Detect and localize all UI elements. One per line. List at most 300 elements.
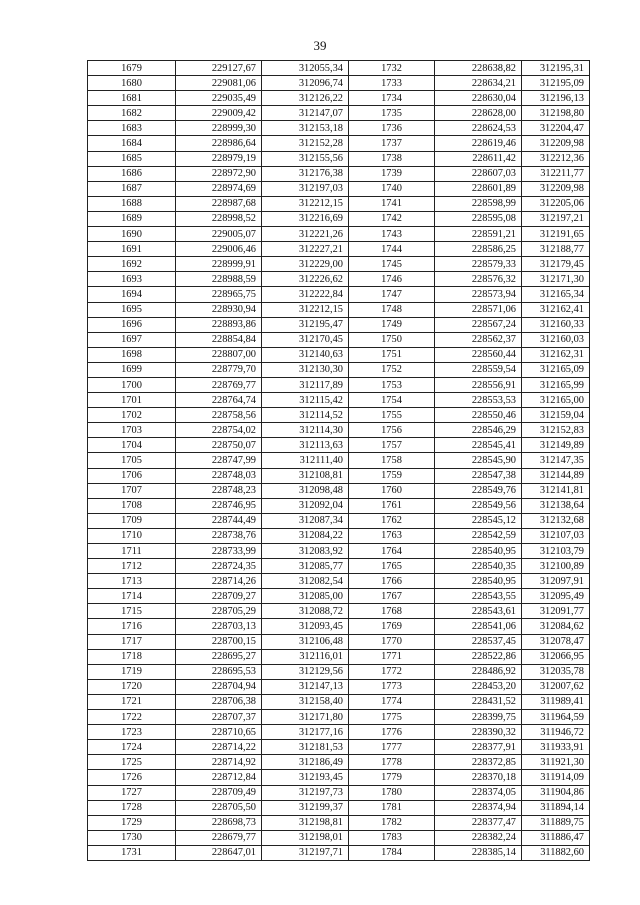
x-coordinate-cell: 228979,19 <box>176 151 262 166</box>
y-coordinate-cell: 312222,84 <box>262 287 349 302</box>
x-coordinate-cell: 228370,18 <box>435 770 522 785</box>
x-coordinate-cell: 228707,37 <box>176 710 262 725</box>
point-number-cell: 1743 <box>349 227 435 242</box>
point-number-cell: 1682 <box>88 106 176 121</box>
x-coordinate-cell: 228374,05 <box>435 785 522 800</box>
x-coordinate-cell: 228540,35 <box>435 559 522 574</box>
point-number-cell: 1685 <box>88 151 176 166</box>
x-coordinate-cell: 228374,94 <box>435 800 522 815</box>
point-number-cell: 1731 <box>88 845 176 860</box>
point-number-cell: 1780 <box>349 785 435 800</box>
x-coordinate-cell: 228540,95 <box>435 574 522 589</box>
y-coordinate-cell: 312155,56 <box>262 151 349 166</box>
y-coordinate-cell: 312227,21 <box>262 242 349 257</box>
x-coordinate-cell: 228893,86 <box>176 317 262 332</box>
y-coordinate-cell: 312088,72 <box>262 604 349 619</box>
table-row <box>88 755 590 770</box>
x-coordinate-cell: 228486,92 <box>435 664 522 679</box>
y-coordinate-cell: 312097,91 <box>522 574 590 589</box>
point-number-cell: 1719 <box>88 664 176 679</box>
point-number-cell: 1700 <box>88 377 176 392</box>
x-coordinate-cell: 228999,91 <box>176 257 262 272</box>
y-coordinate-cell: 312196,13 <box>522 91 590 106</box>
y-coordinate-cell: 312216,69 <box>262 211 349 226</box>
y-coordinate-cell: 312171,30 <box>522 272 590 287</box>
table-row <box>88 408 590 423</box>
point-number-cell: 1739 <box>349 166 435 181</box>
point-number-cell: 1702 <box>88 408 176 423</box>
y-coordinate-cell: 312171,80 <box>262 710 349 725</box>
y-coordinate-cell: 312095,49 <box>522 589 590 604</box>
point-number-cell: 1724 <box>88 740 176 755</box>
table-row <box>88 483 590 498</box>
y-coordinate-cell: 312100,89 <box>522 559 590 574</box>
y-coordinate-cell: 312103,79 <box>522 544 590 559</box>
x-coordinate-cell: 228705,29 <box>176 604 262 619</box>
x-coordinate-cell: 228703,13 <box>176 619 262 634</box>
x-coordinate-cell: 228553,53 <box>435 393 522 408</box>
y-coordinate-cell: 312085,00 <box>262 589 349 604</box>
point-number-cell: 1732 <box>349 61 435 76</box>
point-number-cell: 1763 <box>349 528 435 543</box>
point-number-cell: 1766 <box>349 574 435 589</box>
x-coordinate-cell: 228541,06 <box>435 619 522 634</box>
y-coordinate-cell: 312209,98 <box>522 181 590 196</box>
point-number-cell: 1762 <box>349 513 435 528</box>
point-number-cell: 1716 <box>88 619 176 634</box>
table-row <box>88 272 590 287</box>
y-coordinate-cell: 312229,00 <box>262 257 349 272</box>
x-coordinate-cell: 228733,99 <box>176 544 262 559</box>
y-coordinate-cell: 312198,01 <box>262 830 349 845</box>
y-coordinate-cell: 312141,81 <box>522 483 590 498</box>
y-coordinate-cell: 312165,99 <box>522 377 590 392</box>
table-row <box>88 61 590 76</box>
x-coordinate-cell: 228706,38 <box>176 694 262 709</box>
table-row <box>88 604 590 619</box>
y-coordinate-cell: 312226,62 <box>262 272 349 287</box>
y-coordinate-cell: 312212,15 <box>262 196 349 211</box>
x-coordinate-cell: 228399,75 <box>435 710 522 725</box>
x-coordinate-cell: 228748,23 <box>176 483 262 498</box>
x-coordinate-cell: 228630,04 <box>435 91 522 106</box>
y-coordinate-cell: 312091,77 <box>522 604 590 619</box>
y-coordinate-cell: 312195,09 <box>522 76 590 91</box>
table-row <box>88 377 590 392</box>
x-coordinate-cell: 228998,52 <box>176 211 262 226</box>
y-coordinate-cell: 312212,15 <box>262 302 349 317</box>
x-coordinate-cell: 228988,59 <box>176 272 262 287</box>
x-coordinate-cell: 228546,29 <box>435 423 522 438</box>
x-coordinate-cell: 228601,89 <box>435 181 522 196</box>
point-number-cell: 1687 <box>88 181 176 196</box>
point-number-cell: 1745 <box>349 257 435 272</box>
x-coordinate-cell: 228591,21 <box>435 227 522 242</box>
point-number-cell: 1728 <box>88 800 176 815</box>
x-coordinate-cell: 228576,32 <box>435 272 522 287</box>
point-number-cell: 1703 <box>88 423 176 438</box>
table-row <box>88 211 590 226</box>
x-coordinate-cell: 228744,49 <box>176 513 262 528</box>
point-number-cell: 1737 <box>349 136 435 151</box>
y-coordinate-cell: 312107,03 <box>522 528 590 543</box>
x-coordinate-cell: 228598,99 <box>435 196 522 211</box>
x-coordinate-cell: 228709,27 <box>176 589 262 604</box>
y-coordinate-cell: 312195,31 <box>522 61 590 76</box>
point-number-cell: 1749 <box>349 317 435 332</box>
x-coordinate-cell: 228700,15 <box>176 634 262 649</box>
table-row <box>88 634 590 649</box>
point-number-cell: 1680 <box>88 76 176 91</box>
point-number-cell: 1772 <box>349 664 435 679</box>
x-coordinate-cell: 228714,26 <box>176 574 262 589</box>
x-coordinate-cell: 228382,24 <box>435 830 522 845</box>
point-number-cell: 1691 <box>88 242 176 257</box>
y-coordinate-cell: 312035,78 <box>522 664 590 679</box>
y-coordinate-cell: 311914,09 <box>522 770 590 785</box>
point-number-cell: 1761 <box>349 498 435 513</box>
y-coordinate-cell: 312082,54 <box>262 574 349 589</box>
y-coordinate-cell: 312199,37 <box>262 800 349 815</box>
x-coordinate-cell: 228698,73 <box>176 815 262 830</box>
y-coordinate-cell: 312158,40 <box>262 694 349 709</box>
table-row <box>88 528 590 543</box>
table-row <box>88 770 590 785</box>
x-coordinate-cell: 228748,03 <box>176 468 262 483</box>
x-coordinate-cell: 228390,32 <box>435 725 522 740</box>
point-number-cell: 1777 <box>349 740 435 755</box>
y-coordinate-cell: 312198,80 <box>522 106 590 121</box>
y-coordinate-cell: 312114,52 <box>262 408 349 423</box>
point-number-cell: 1779 <box>349 770 435 785</box>
x-coordinate-cell: 228704,94 <box>176 679 262 694</box>
y-coordinate-cell: 312170,45 <box>262 332 349 347</box>
table-row <box>88 589 590 604</box>
point-number-cell: 1714 <box>88 589 176 604</box>
x-coordinate-cell: 228758,56 <box>176 408 262 423</box>
y-coordinate-cell: 312108,81 <box>262 468 349 483</box>
point-number-cell: 1720 <box>88 679 176 694</box>
point-number-cell: 1723 <box>88 725 176 740</box>
table-row <box>88 498 590 513</box>
point-number-cell: 1679 <box>88 61 176 76</box>
table-row <box>88 544 590 559</box>
point-number-cell: 1715 <box>88 604 176 619</box>
point-number-cell: 1695 <box>88 302 176 317</box>
y-coordinate-cell: 312113,63 <box>262 438 349 453</box>
point-number-cell: 1778 <box>349 755 435 770</box>
x-coordinate-cell: 228372,85 <box>435 755 522 770</box>
y-coordinate-cell: 312111,40 <box>262 453 349 468</box>
point-number-cell: 1756 <box>349 423 435 438</box>
coordinates-table <box>87 60 590 861</box>
y-coordinate-cell: 312152,83 <box>522 423 590 438</box>
x-coordinate-cell: 228537,45 <box>435 634 522 649</box>
x-coordinate-cell: 228709,49 <box>176 785 262 800</box>
x-coordinate-cell: 228556,91 <box>435 377 522 392</box>
y-coordinate-cell: 312162,31 <box>522 347 590 362</box>
point-number-cell: 1774 <box>349 694 435 709</box>
x-coordinate-cell: 228999,30 <box>176 121 262 136</box>
x-coordinate-cell: 229009,42 <box>176 106 262 121</box>
y-coordinate-cell: 312212,36 <box>522 151 590 166</box>
point-number-cell: 1699 <box>88 362 176 377</box>
x-coordinate-cell: 228385,14 <box>435 845 522 860</box>
y-coordinate-cell: 312078,47 <box>522 634 590 649</box>
y-coordinate-cell: 312129,56 <box>262 664 349 679</box>
y-coordinate-cell: 312152,28 <box>262 136 349 151</box>
y-coordinate-cell: 312160,03 <box>522 332 590 347</box>
y-coordinate-cell: 312165,34 <box>522 287 590 302</box>
point-number-cell: 1709 <box>88 513 176 528</box>
point-number-cell: 1710 <box>88 528 176 543</box>
x-coordinate-cell: 228747,99 <box>176 453 262 468</box>
x-coordinate-cell: 228714,92 <box>176 755 262 770</box>
x-coordinate-cell: 228579,33 <box>435 257 522 272</box>
y-coordinate-cell: 311921,30 <box>522 755 590 770</box>
point-number-cell: 1753 <box>349 377 435 392</box>
y-coordinate-cell: 312197,03 <box>262 181 349 196</box>
y-coordinate-cell: 312197,73 <box>262 785 349 800</box>
table-row <box>88 453 590 468</box>
point-number-cell: 1741 <box>349 196 435 211</box>
y-coordinate-cell: 312007,62 <box>522 679 590 694</box>
table-row <box>88 438 590 453</box>
x-coordinate-cell: 228807,00 <box>176 347 262 362</box>
point-number-cell: 1683 <box>88 121 176 136</box>
table-row <box>88 287 590 302</box>
y-coordinate-cell: 312147,35 <box>522 453 590 468</box>
x-coordinate-cell: 228545,41 <box>435 438 522 453</box>
table-row <box>88 559 590 574</box>
y-coordinate-cell: 312083,92 <box>262 544 349 559</box>
table-row <box>88 725 590 740</box>
point-number-cell: 1733 <box>349 76 435 91</box>
y-coordinate-cell: 312085,77 <box>262 559 349 574</box>
y-coordinate-cell: 312066,95 <box>522 649 590 664</box>
y-coordinate-cell: 312186,49 <box>262 755 349 770</box>
point-number-cell: 1750 <box>349 332 435 347</box>
point-number-cell: 1746 <box>349 272 435 287</box>
point-number-cell: 1712 <box>88 559 176 574</box>
x-coordinate-cell: 228634,21 <box>435 76 522 91</box>
y-coordinate-cell: 311889,75 <box>522 815 590 830</box>
y-coordinate-cell: 312179,45 <box>522 257 590 272</box>
point-number-cell: 1721 <box>88 694 176 709</box>
point-number-cell: 1775 <box>349 710 435 725</box>
point-number-cell: 1768 <box>349 604 435 619</box>
point-number-cell: 1781 <box>349 800 435 815</box>
y-coordinate-cell: 312165,00 <box>522 393 590 408</box>
table-row <box>88 845 590 860</box>
x-coordinate-cell: 228779,70 <box>176 362 262 377</box>
x-coordinate-cell: 229005,07 <box>176 227 262 242</box>
y-coordinate-cell: 312204,47 <box>522 121 590 136</box>
x-coordinate-cell: 228562,37 <box>435 332 522 347</box>
point-number-cell: 1681 <box>88 91 176 106</box>
point-number-cell: 1740 <box>349 181 435 196</box>
x-coordinate-cell: 228550,46 <box>435 408 522 423</box>
x-coordinate-cell: 228377,91 <box>435 740 522 755</box>
table-row <box>88 136 590 151</box>
point-number-cell: 1757 <box>349 438 435 453</box>
y-coordinate-cell: 312138,64 <box>522 498 590 513</box>
x-coordinate-cell: 228624,53 <box>435 121 522 136</box>
point-number-cell: 1776 <box>349 725 435 740</box>
x-coordinate-cell: 228595,08 <box>435 211 522 226</box>
x-coordinate-cell: 228712,84 <box>176 770 262 785</box>
point-number-cell: 1752 <box>349 362 435 377</box>
point-number-cell: 1711 <box>88 544 176 559</box>
x-coordinate-cell: 228619,46 <box>435 136 522 151</box>
x-coordinate-cell: 228607,03 <box>435 166 522 181</box>
point-number-cell: 1754 <box>349 393 435 408</box>
x-coordinate-cell: 228560,44 <box>435 347 522 362</box>
point-number-cell: 1755 <box>349 408 435 423</box>
point-number-cell: 1769 <box>349 619 435 634</box>
y-coordinate-cell: 312087,34 <box>262 513 349 528</box>
y-coordinate-cell: 312098,48 <box>262 483 349 498</box>
point-number-cell: 1735 <box>349 106 435 121</box>
table-row <box>88 196 590 211</box>
table-row <box>88 423 590 438</box>
table-row <box>88 785 590 800</box>
table-row <box>88 181 590 196</box>
point-number-cell: 1696 <box>88 317 176 332</box>
x-coordinate-cell: 228431,52 <box>435 694 522 709</box>
y-coordinate-cell: 312149,89 <box>522 438 590 453</box>
point-number-cell: 1693 <box>88 272 176 287</box>
x-coordinate-cell: 228750,07 <box>176 438 262 453</box>
point-number-cell: 1718 <box>88 649 176 664</box>
point-number-cell: 1734 <box>349 91 435 106</box>
y-coordinate-cell: 312195,47 <box>262 317 349 332</box>
point-number-cell: 1688 <box>88 196 176 211</box>
point-number-cell: 1708 <box>88 498 176 513</box>
table-row <box>88 710 590 725</box>
x-coordinate-cell: 228987,68 <box>176 196 262 211</box>
x-coordinate-cell: 229081,06 <box>176 76 262 91</box>
y-coordinate-cell: 312191,65 <box>522 227 590 242</box>
table-row <box>88 815 590 830</box>
point-number-cell: 1744 <box>349 242 435 257</box>
point-number-cell: 1782 <box>349 815 435 830</box>
point-number-cell: 1705 <box>88 453 176 468</box>
table-row <box>88 664 590 679</box>
table-row <box>88 362 590 377</box>
x-coordinate-cell: 228542,59 <box>435 528 522 543</box>
table-row <box>88 76 590 91</box>
table-row <box>88 574 590 589</box>
y-coordinate-cell: 312162,41 <box>522 302 590 317</box>
point-number-cell: 1760 <box>349 483 435 498</box>
y-coordinate-cell: 312084,22 <box>262 528 349 543</box>
y-coordinate-cell: 312092,04 <box>262 498 349 513</box>
x-coordinate-cell: 228764,74 <box>176 393 262 408</box>
y-coordinate-cell: 312055,34 <box>262 61 349 76</box>
y-coordinate-cell: 312147,07 <box>262 106 349 121</box>
point-number-cell: 1730 <box>88 830 176 845</box>
y-coordinate-cell: 312140,63 <box>262 347 349 362</box>
x-coordinate-cell: 228628,00 <box>435 106 522 121</box>
x-coordinate-cell: 228769,77 <box>176 377 262 392</box>
y-coordinate-cell: 312159,04 <box>522 408 590 423</box>
table-row <box>88 317 590 332</box>
x-coordinate-cell: 228567,24 <box>435 317 522 332</box>
x-coordinate-cell: 228738,76 <box>176 528 262 543</box>
y-coordinate-cell: 312106,48 <box>262 634 349 649</box>
y-coordinate-cell: 311886,47 <box>522 830 590 845</box>
y-coordinate-cell: 312221,26 <box>262 227 349 242</box>
point-number-cell: 1784 <box>349 845 435 860</box>
x-coordinate-cell: 228714,22 <box>176 740 262 755</box>
table-row <box>88 347 590 362</box>
x-coordinate-cell: 228522,86 <box>435 649 522 664</box>
point-number-cell: 1736 <box>349 121 435 136</box>
x-coordinate-cell: 228547,38 <box>435 468 522 483</box>
point-number-cell: 1758 <box>349 453 435 468</box>
y-coordinate-cell: 311989,41 <box>522 694 590 709</box>
point-number-cell: 1765 <box>349 559 435 574</box>
table-row <box>88 227 590 242</box>
x-coordinate-cell: 228377,47 <box>435 815 522 830</box>
point-number-cell: 1767 <box>349 589 435 604</box>
point-number-cell: 1742 <box>349 211 435 226</box>
y-coordinate-cell: 312144,89 <box>522 468 590 483</box>
y-coordinate-cell: 312188,77 <box>522 242 590 257</box>
y-coordinate-cell: 312117,89 <box>262 377 349 392</box>
point-number-cell: 1697 <box>88 332 176 347</box>
x-coordinate-cell: 228559,54 <box>435 362 522 377</box>
point-number-cell: 1748 <box>349 302 435 317</box>
point-number-cell: 1701 <box>88 393 176 408</box>
table-row <box>88 468 590 483</box>
table-row <box>88 393 590 408</box>
point-number-cell: 1747 <box>349 287 435 302</box>
y-coordinate-cell: 312114,30 <box>262 423 349 438</box>
x-coordinate-cell: 228573,94 <box>435 287 522 302</box>
x-coordinate-cell: 228549,56 <box>435 498 522 513</box>
point-number-cell: 1729 <box>88 815 176 830</box>
x-coordinate-cell: 228754,02 <box>176 423 262 438</box>
x-coordinate-cell: 228930,94 <box>176 302 262 317</box>
point-number-cell: 1771 <box>349 649 435 664</box>
y-coordinate-cell: 312132,68 <box>522 513 590 528</box>
x-coordinate-cell: 228854,84 <box>176 332 262 347</box>
x-coordinate-cell: 229035,49 <box>176 91 262 106</box>
point-number-cell: 1713 <box>88 574 176 589</box>
x-coordinate-cell: 228965,75 <box>176 287 262 302</box>
point-number-cell: 1770 <box>349 634 435 649</box>
x-coordinate-cell: 229006,46 <box>176 242 262 257</box>
point-number-cell: 1684 <box>88 136 176 151</box>
y-coordinate-cell: 312193,45 <box>262 770 349 785</box>
y-coordinate-cell: 311882,60 <box>522 845 590 860</box>
y-coordinate-cell: 312181,53 <box>262 740 349 755</box>
y-coordinate-cell: 312084,62 <box>522 619 590 634</box>
y-coordinate-cell: 312126,22 <box>262 91 349 106</box>
y-coordinate-cell: 312147,13 <box>262 679 349 694</box>
y-coordinate-cell: 312130,30 <box>262 362 349 377</box>
y-coordinate-cell: 312115,42 <box>262 393 349 408</box>
point-number-cell: 1689 <box>88 211 176 226</box>
x-coordinate-cell: 228746,95 <box>176 498 262 513</box>
point-number-cell: 1783 <box>349 830 435 845</box>
point-number-cell: 1717 <box>88 634 176 649</box>
table-row <box>88 830 590 845</box>
point-number-cell: 1738 <box>349 151 435 166</box>
y-coordinate-cell: 312153,18 <box>262 121 349 136</box>
